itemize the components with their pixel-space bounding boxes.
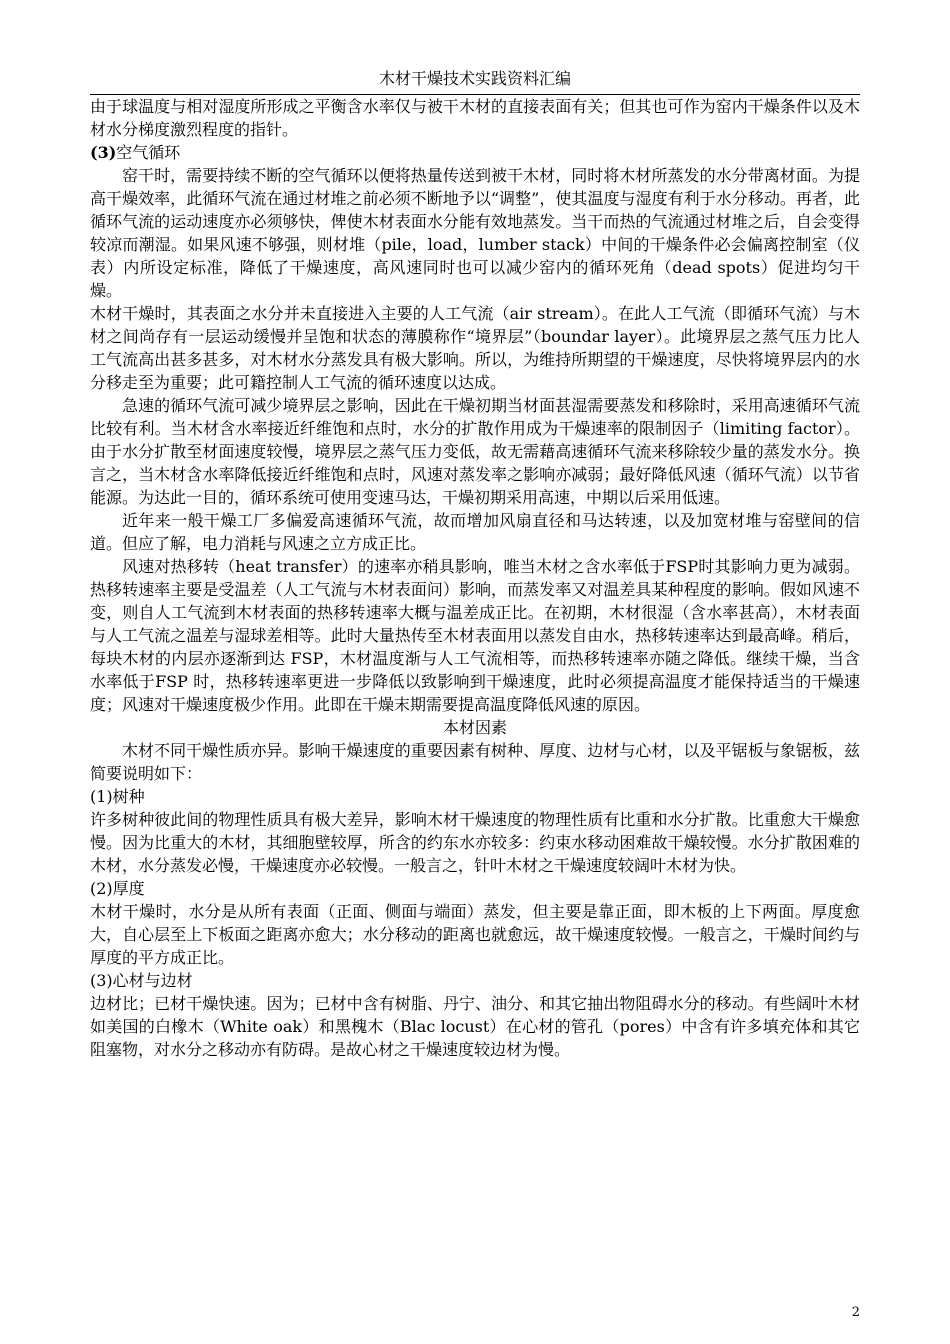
heading-air-circulation-number: (3)	[90, 143, 117, 162]
heading-air-circulation	[90, 141, 860, 164]
paragraph-boundary-layer: 木材干燥时，其表面之水分并未直接进入主要的人工气流（air stream）。在此人工气流（即循环气流）与木材之间尚存有一层运动缓慢并呈饱和状态的薄膜称作“境界层”（boundar layer）。此境界层之蒸气压力比人工气流高出甚多甚多，对木材水分蒸发具有极大影响。所以，为维持所期望的干燥速度，尽快将境界层内的水分移走至为重要；此可籍控制人工气流的循环速度以达成。	[90, 304, 860, 392]
page-header-title: 木材干燥技术实践资料汇编	[378, 69, 571, 88]
heading-heartwood-sapwood: (3)心材与边材	[90, 971, 193, 990]
section-title-wood-factors: 本材因素	[442, 718, 507, 737]
heading-species: (1)树种	[90, 787, 145, 806]
paragraph-heartwood-sapwood: 边材比；已材干燥快速。因为；已材中含有树脂、丹宁、油分、和其它抽出物阻碍水分的移动。有些阔叶木材如美国的白橡木（White oak）和黑槐木（Blac locust）在心材的管孔（pores）中含有许多填充体和其它阻塞物，对水分之移动亦有防碍。是故心材之干燥速度较边材为慢。	[90, 994, 860, 1059]
paragraph-equilibrium: 由于球温度与相对湿度所形成之平衡含水率仅与被干木材的直接表面有关；但其也可作为窑内干燥条件以及木材水分梯度激烈程度的指针。	[90, 97, 860, 139]
paragraph-kiln-circulation: 窑干时，需要持续不断的空气循环以便将热量传送到被干木材，同时将木材所蒸发的水分带离材面。为提高干燥效率，此循环气流在通过材堆之前必须不断地予以“调整”，使其温度与湿度有利于水分移动。再者，此循环气流的运动速度亦必须够快，俾使木材表面水分能有效地蒸发。当干而热的气流通过材堆之后，自会变得较凉而潮湿。如果风速不够强，则材堆（pile，load，lumber stack）中间的干燥条件必会偏离控制室（仪表）内所设定标准，降低了干燥速度，高风速同时也可以减少窑内的循环死角（dead spots）促进均匀干燥。	[90, 166, 860, 300]
paragraph-fan-speed: 近年来一般干燥工厂多偏爱高速循环气流，故而增加风扇直径和马达转速，以及加宽材堆与窑壁间的信道。但应了解，电力消耗与风速之立方成正比。	[90, 511, 860, 553]
document-body	[90, 95, 860, 1061]
heading-thickness: (2)厚度	[90, 879, 145, 898]
page-number: 2	[851, 1305, 860, 1320]
paragraph-rapid-circulation: 急速的循环气流可减少境界层之影响，因此在干燥初期当材面甚湿需要蒸发和移除时，采用高速循环气流比较有利。当木材含水率接近纤维饱和点时，水分的扩散作用成为干燥速率的限制因子（limiting factor）。由于水分扩散至材面速度较慢，境界层之蒸气压力变低，故无需藉高速循环气流来移除较少量的蒸发水分。换言之，当木材含水率降低接近纤维饱和点时，风速对蒸发率之影响亦减弱；最好降低风速（循环气流）以节省能源。为达此一目的，循环系统可使用变速马达，干燥初期采用高速，中期以后采用低速。	[90, 396, 860, 507]
paragraph-species: 许多树种彼此间的物理性质具有极大差异，影响木材干燥速度的物理性质有比重和水分扩散。比重愈大干燥愈慢。因为比重大的木材，其细胞壁较厚，所含的约东水亦较多：约束水移动困难故干燥较慢。水分扩散困难的木材，水分蒸发必慢，干燥速度亦必较慢。一般言之，针叶木材之干燥速度较阔叶木材为快。	[90, 810, 860, 875]
paragraph-thickness: 木材干燥时，水分是从所有表面（正面、侧面与端面）蒸发，但主要是靠正面，即木板的上下两面。厚度愈大，自心层至上下板面之距离亦愈大；水分移动的距离也就愈远，故干燥速度较慢。一般言之，干燥时间约与厚度的平方成正比。	[90, 902, 860, 967]
paragraph-heat-transfer: 风速对热移转（heat transfer）的速率亦稍具影响，唯当木材之含水率低于FSP时其影响力更为减弱。热移转速率主要是受温差（人工气流与木材表面问）影响，而蒸发率又对温差具某种程度的影响。假如风速不变，则自人工气流到木材表面的热移转速率大概与温差成正比。在初期，木材很湿（含水率甚高），木材表面与人工气流之温差与湿球差相等。此时大量热传至木材表面用以蒸发自由水，热移转速率达到最高峰。稍后，每块木材的内层亦逐渐到达 FSP，木材温度渐与人工气流相等，而热移转速率亦随之降低。继续干燥，当含水率低于FSP 时，热移转速率更进一步降低以致影响到干燥速度，此时必须提高温度才能保持适当的干燥速度；风速对干燥速度极少作用。此即在干燥末期需要提高温度降低风速的原因。	[90, 557, 860, 714]
paragraph-wood-factors-intro: 木材不同干燥性质亦异。影响干燥速度的重要因素有树种、厚度、边材与心材，以及平锯板与象锯板，兹简要说明如下：	[90, 741, 860, 783]
heading-air-circulation-text: 空气循环	[116, 143, 181, 162]
